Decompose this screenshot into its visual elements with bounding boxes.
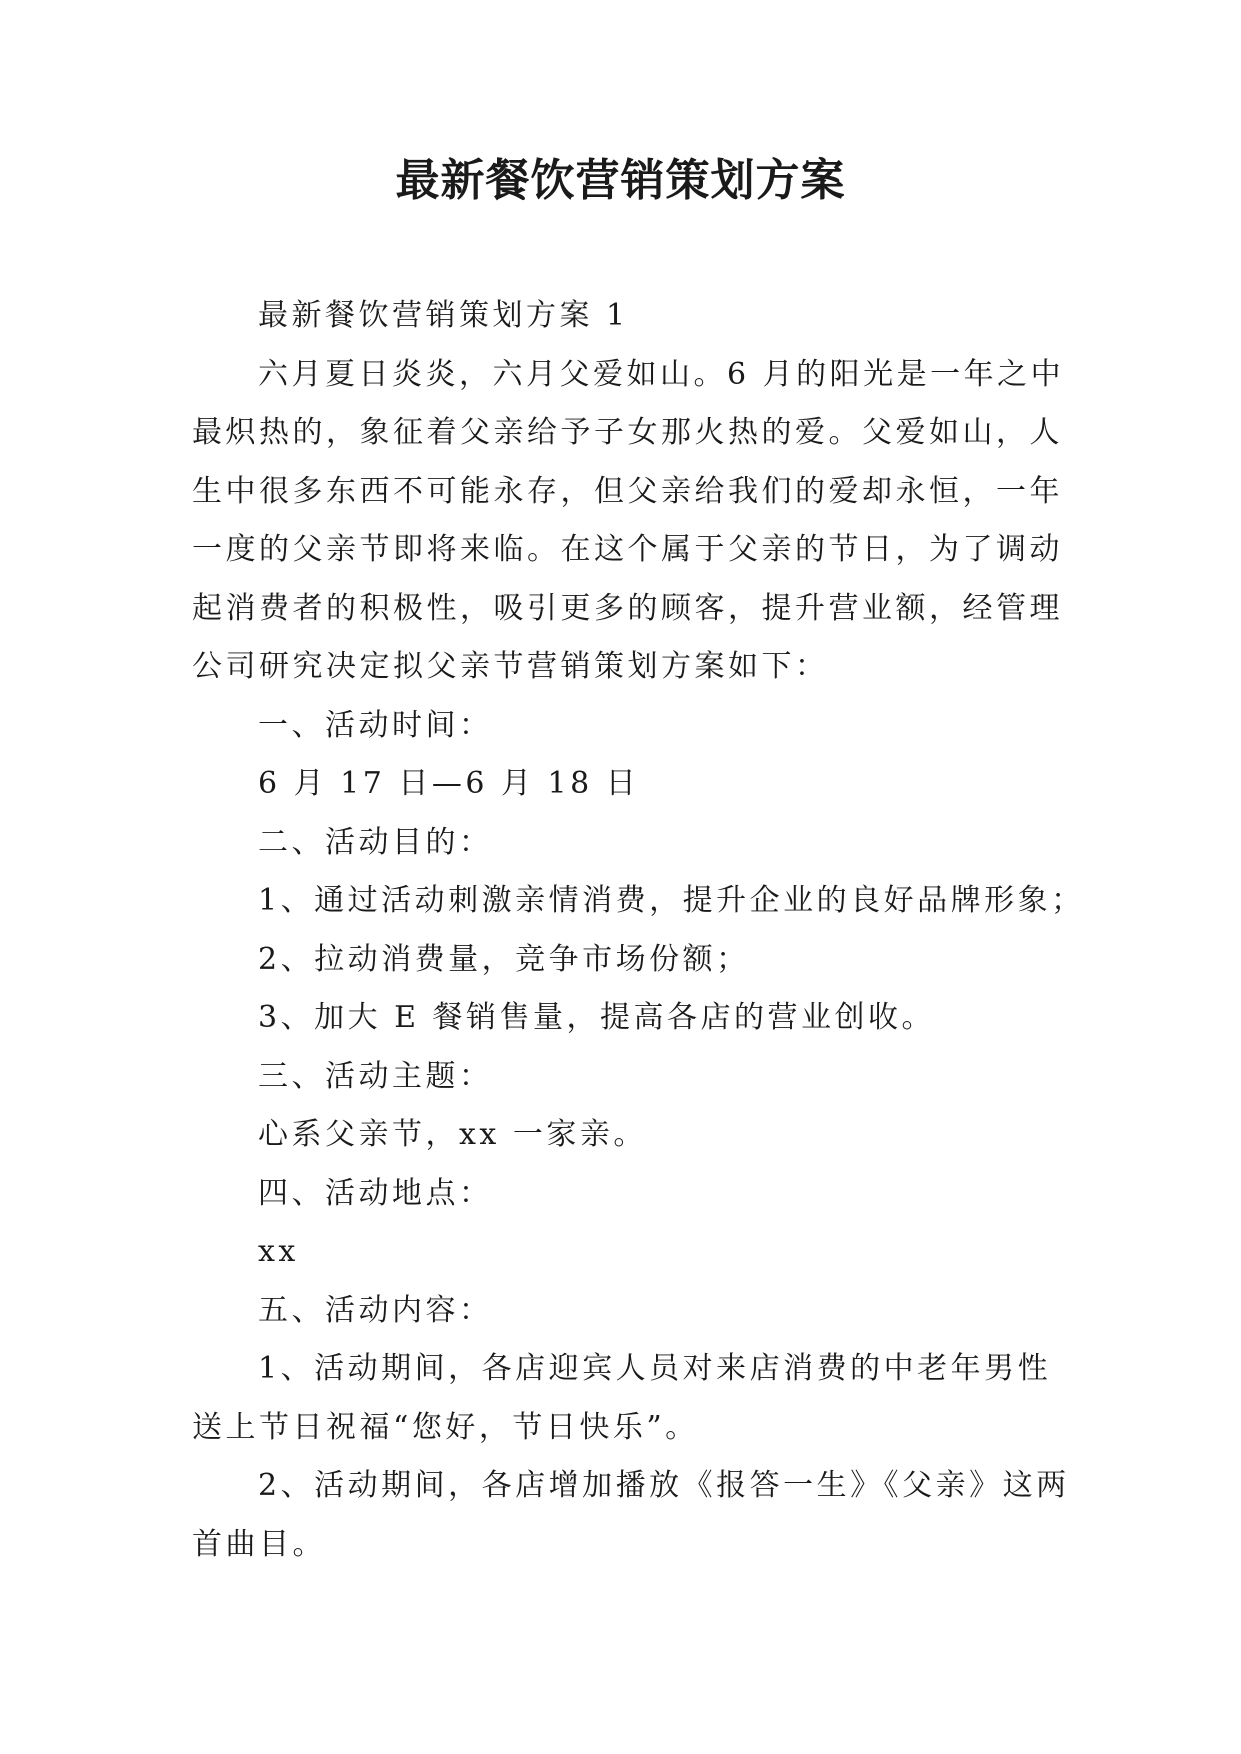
section-heading-location: 四、活动地点： xyxy=(258,1175,493,1211)
content-item-line: 送上节日祝福“您好，节日快乐”。 xyxy=(192,1409,699,1445)
purpose-item: 2、拉动消费量，竞争市场份额； xyxy=(258,941,750,977)
content-item-1 xyxy=(192,1340,1060,1457)
intro-line: 起消费者的积极性，吸引更多的顾客，提升营业额，经管理 xyxy=(192,590,1063,626)
intro-line: 生中很多东西不可能永存，但父亲给我们的爱却永恒，一年 xyxy=(192,473,1063,509)
activity-time-text: 6 月 17 日—6 月 18 日 xyxy=(258,766,640,801)
intro-paragraph xyxy=(192,346,1065,697)
purpose-item: 1、通过活动刺激亲情消费，提升企业的良好品牌形象； xyxy=(258,883,1085,918)
content-item-line: 2、活动期间，各店增加播放《报答一生》《父亲》这两 xyxy=(258,1468,1070,1503)
content-item-line: 1、活动期间，各店迎宾人员对来店消费的中老年男性 xyxy=(258,1351,1052,1386)
section-heading-purpose: 二、活动目的： xyxy=(258,824,493,860)
activity-theme-text: 心系父亲节，xx 一家亲。 xyxy=(258,1117,647,1152)
section-heading-content: 五、活动内容： xyxy=(258,1292,493,1328)
document-body xyxy=(192,287,1085,1574)
intro-line: 六月夏日炎炎，六月父爱如山。6 月的阳光是一年之中 xyxy=(258,356,1065,392)
activity-location-text: xx xyxy=(258,1234,299,1269)
section-heading-theme: 三、活动主题： xyxy=(258,1058,493,1094)
document-title: 最新餐饮营销策划方案 xyxy=(395,155,846,206)
intro-line: 公司研究决定拟父亲节营销策划方案如下： xyxy=(192,649,829,684)
intro-line: 最炽热的，象征着父亲给予子女那火热的爱。父爱如山，人 xyxy=(192,415,1063,450)
intro-line: 一度的父亲节即将来临。在这个属于父亲的节日，为了调动 xyxy=(192,532,1063,567)
purpose-item: 3、加大 E 餐销售量，提高各店的营业创收。 xyxy=(258,1000,936,1035)
subtitle-paragraph: 最新餐饮营销策划方案 1 xyxy=(258,298,629,333)
section-heading-time: 一、活动时间： xyxy=(258,707,493,743)
content-item-line: 首曲目。 xyxy=(192,1526,326,1562)
content-item-2 xyxy=(192,1457,1070,1574)
